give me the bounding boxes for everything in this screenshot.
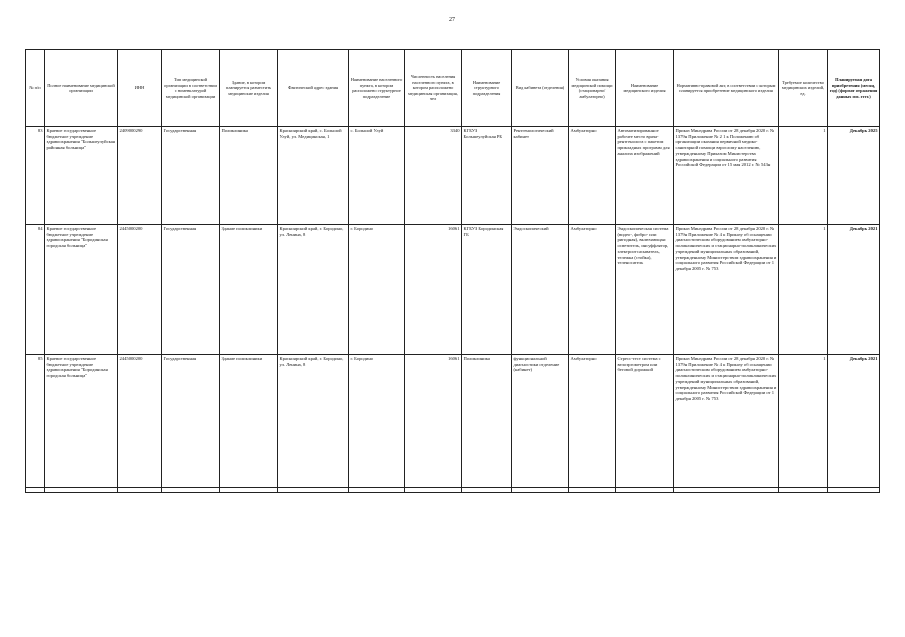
unit: Поликлиника: [462, 355, 512, 488]
cabinet: Рентгенологический кабинет: [512, 127, 569, 225]
conditions: Амбулаторно: [569, 355, 616, 488]
equipment-register-table: [25, 49, 880, 493]
header-cell: Наименование населенного пункта, в котором расположено структурное подразделение: [349, 50, 405, 127]
building: Здание поликлиники: [220, 355, 278, 488]
planned-date: Декабрь 2025: [828, 127, 880, 225]
address: Красноярский край, г. Бородино, ул. Ленина, 8: [278, 225, 349, 355]
quantity: 1: [779, 355, 828, 488]
conditions: Амбулаторно: [569, 127, 616, 225]
header-cell: Наименование медицинского изделия: [616, 50, 674, 127]
building: Поликлиника: [220, 127, 278, 225]
org-type: Государственная: [162, 355, 220, 488]
planned-date: Декабрь 2021: [828, 225, 880, 355]
header-cell: Наименование структурного подразделения: [462, 50, 512, 127]
unit: КГБУЗ Бородинская ГБ: [462, 225, 512, 355]
org-name: Краевое государственное бюджетное учреждение здравоохранения "Бородинская городская больница": [45, 355, 118, 488]
address: Красноярский край, г. Бородино, ул. Ленина, 8: [278, 355, 349, 488]
conditions: Амбулаторно: [569, 225, 616, 355]
legal-act: Приказ Минздрава России от 28 декабря 2020 г. № 1379н Приложение № 2 1 к Положению об организации оказания первичной медико-санитарной помощи взрослому населению, утвержденному Приказом Министерства здравоохранения и социального развития Российской Федерации от 15 мая 2012 г. № 543н: [674, 127, 779, 225]
table-row: [26, 488, 880, 493]
header-cell: Вид кабинета (отделения): [512, 50, 569, 127]
header-cell: Полное наименование медицинской организации: [45, 50, 118, 127]
header-cell: Условия оказания медицинской помощи (стационарно/ амбулаторно): [569, 50, 616, 127]
row-number: 84: [26, 225, 45, 355]
cabinet: Эндоскопический: [512, 225, 569, 355]
row-number: 85: [26, 355, 45, 488]
header-cell: Фактический адрес здания: [278, 50, 349, 127]
table-row: [26, 127, 880, 225]
table-header-row: [26, 50, 880, 127]
device: Эндоскопическая система (видео-, фибро- или ригидная), включающая: осветитель, инсуффлятор, электроотсасыватель, тележка (стойка), теленосатель: [616, 225, 674, 355]
address: Красноярский край, с. Большой Улуй, ул. Медицинская, 1: [278, 127, 349, 225]
header-cell: Нормативно-правовой акт, в соответствии с которым планируется приобретение медицинского изделия: [674, 50, 779, 127]
locality: г. Бородино: [349, 225, 405, 355]
org-type: Государственная: [162, 225, 220, 355]
row-number: 83: [26, 127, 45, 225]
building: Здание поликлиники: [220, 225, 278, 355]
population: 3340: [405, 127, 462, 225]
table-row: [26, 355, 880, 488]
device: Стресс-тест система с велоэргометром или беговой дорожкой: [616, 355, 674, 488]
header-cell: Планируемая дата приобретения (месяц, год) (формат отражения данных мм. гггг.): [828, 50, 880, 127]
planned-date: Декабрь 2021: [828, 355, 880, 488]
legal-act: Приказ Минздрава России от 28 декабря 2020 г. № 1379н Приложение № 4 к Приказу об оснащении диагностическим оборудованием амбулаторно-поликлинических и стационарно-поликлинических учреждений муниципальных образований, утвержденному Министерством здравоохранения и социального развития Российской Федерации от 1 декабря 2005 г. № 753: [674, 225, 779, 355]
legal-act: Приказ Минздрава России от 28 декабря 2020 г. № 1379н Приложение № 4 к Приказу об оснащении диагностическим оборудованием амбулаторно-поликлинических и стационарно-поликлинических учреждений муниципальных образований, утвержденному Министерством здравоохранения и социального развития Российской Федерации от 1 декабря 2005 г. № 753: [674, 355, 779, 488]
population: 16061: [405, 225, 462, 355]
population: 16061: [405, 355, 462, 488]
org-name: Краевое государственное бюджетное учреждение здравоохранения "Большеулуйская районная больница": [45, 127, 118, 225]
device: Автоматизированное рабочее место врача-рентгенолога с пакетом прикладных программ для анализа изображений: [616, 127, 674, 225]
inn: 2445000200: [118, 225, 162, 355]
org-name: Краевое государственное бюджетное учреждение здравоохранения "Бородинская городская больница": [45, 225, 118, 355]
page-number: 27: [449, 17, 455, 23]
header-cell: Тип медицинской организации в соответствии с номенклатурой медицинской организации: [162, 50, 220, 127]
header-cell: Здание, в котором планируется разместить медицинские изделия: [220, 50, 278, 127]
cabinet: функциональной диагностики отделение (кабинет): [512, 355, 569, 488]
header-cell: Численность населения населенного пункта, в котором расположено медицинская организация, чел: [405, 50, 462, 127]
inn: 2445000200: [118, 355, 162, 488]
locality: с. Большой Улуй: [349, 127, 405, 225]
locality: г. Бородино: [349, 355, 405, 488]
header-cell: Требуемое количество медицинских изделий, ед.: [779, 50, 828, 127]
inn: 2409000290: [118, 127, 162, 225]
quantity: 1: [779, 127, 828, 225]
table-row: [26, 225, 880, 355]
header-cell: ИНН: [118, 50, 162, 127]
org-type: Государственная: [162, 127, 220, 225]
quantity: 1: [779, 225, 828, 355]
unit: КГБУЗ Большеулуйская РБ: [462, 127, 512, 225]
header-cell: № п/п: [26, 50, 45, 127]
